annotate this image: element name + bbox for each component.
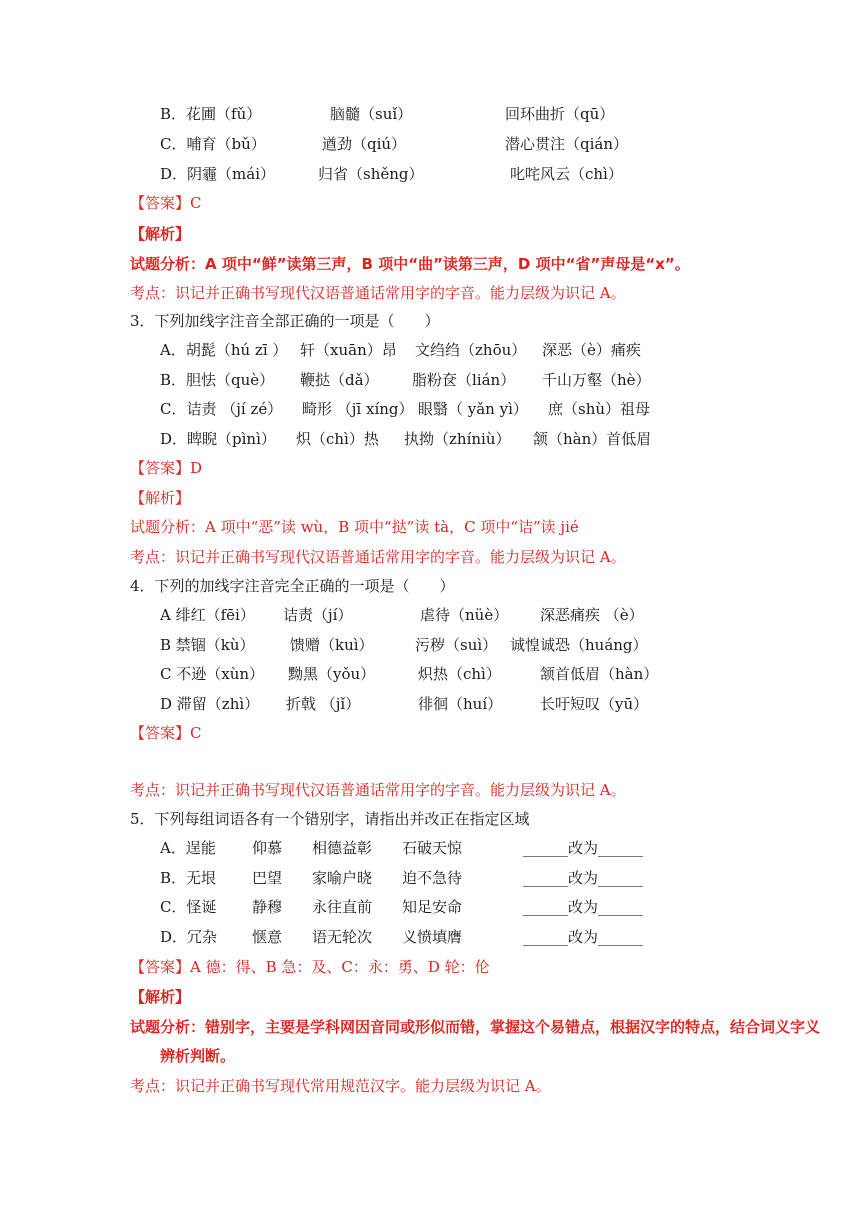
q5-kaodian: 考点：识记并正确书写现代常用规范汉字。能力层级为识记 A。 (130, 1077, 551, 1095)
q4-stem: 4．下列的加线字注音完全正确的一项是（ ） (130, 577, 455, 595)
option-cell: A．胡髭（hú zī ） (160, 341, 288, 359)
q2-jiexi-label: 【解析】 (130, 225, 191, 243)
option-cell: 相德益彰 (312, 839, 373, 857)
q5-stem: 5．下列每组词语各有一个错别字，请指出并改正在指定区域 (130, 810, 530, 828)
q5-jiexi-label: 【解析】 (130, 988, 191, 1006)
option-cell: 归省（shěng） (318, 165, 424, 183)
q3-stem: 3．下列加线字注音全部正确的一项是（ ） (130, 312, 440, 330)
option-cell: 折戟 （jǐ） (286, 694, 361, 713)
option-cell: ______改为______ (523, 927, 644, 946)
option-cell: A．逞能 (160, 839, 216, 857)
option-cell: 馈赠（kuì） (290, 635, 374, 654)
option-cell: 家喻户晓 (312, 868, 373, 887)
option-cell: 深恶（è）痛疾 (542, 341, 641, 359)
option-cell: 虐待（nüè） (420, 606, 509, 624)
option-cell: 知足安命 (402, 898, 463, 916)
option-cell: C．诘责 （jí zé） (160, 400, 283, 418)
option-cell: D．阴霾（mái） (160, 165, 275, 183)
option-cell: 石破天惊 (402, 839, 463, 857)
option-cell: 鞭挞（dǎ） (300, 370, 379, 389)
option-cell: C．怪诞 (160, 898, 217, 916)
option-cell: 文绉绉（zhōu） (415, 341, 527, 359)
option-cell: 轩（xuān）昂 (300, 341, 397, 359)
option-cell: 叱咤风云（chì） (510, 165, 623, 183)
q3-kaodian: 考点：识记并正确书写现代汉语普通话常用字的字音。能力层级为识记 A。 (130, 548, 626, 566)
q5-analysis-line-1: 试题分析：错别字，主要是学科网因音同或形似而错，掌握这个易错点，根据汉字的特点，结合词义字义 (130, 1018, 821, 1036)
q2-analysis: 试题分析：A 项中“鲜”读第三声，B 项中“曲”读第三声，D 项中“省”声母是“x”。 (130, 255, 690, 273)
option-cell: 炽热（chì） (418, 665, 501, 683)
option-cell: B 禁锢（kù） (160, 635, 255, 654)
q2-answer: 【答案】C (130, 194, 202, 212)
option-cell: 颔（hàn）首低眉 (533, 429, 652, 448)
option-cell: 永往直前 (312, 898, 373, 916)
option-cell: 眼翳（ yǎn yì） (418, 400, 528, 418)
q5-analysis-line-2: 辨析判断。 (160, 1047, 236, 1065)
option-cell: ______改为______ (523, 898, 644, 916)
option-cell: B．胆怯（què） (160, 370, 275, 389)
option-cell: 畸形 （jī xíng） (302, 400, 414, 418)
option-cell: 长吁短叹（yū） (540, 694, 649, 713)
option-cell: 颔首低眉（hàn） (540, 665, 659, 683)
option-cell: 炽（chì）热 (296, 429, 379, 448)
option-cell: 千山万壑（hè） (542, 370, 651, 389)
q3-analysis: 试题分析：A 项中“恶”读 wù，B 项中“挞”读 tà，C 项中“诘”读 jié (130, 518, 579, 536)
option-cell: 执拗（zhíniù） (404, 429, 511, 448)
option-cell: 深恶痛疾 （è） (540, 606, 644, 624)
option-cell: 黝黑（yǒu） (288, 665, 376, 683)
option-cell: D．睥睨（pìnì） (160, 429, 276, 448)
option-cell: 诚惶诚恐（huáng） (510, 635, 648, 654)
option-cell: C 不逊（xùn） (160, 665, 265, 683)
option-cell: 潜心贯注（qián） (505, 135, 629, 153)
option-cell: A 绯红（fēi） (160, 606, 255, 624)
option-cell: 巴望 (252, 868, 283, 887)
option-cell: 回环曲折（qū） (505, 105, 615, 123)
option-cell: 徘徊（huí） (418, 694, 503, 713)
option-cell: 脑髓（suǐ） (330, 105, 413, 123)
q3-answer: 【答案】D (130, 459, 203, 477)
option-cell: 语无轮次 (312, 927, 373, 946)
option-cell: D 滞留（zhì） (160, 694, 260, 713)
option-cell: B．花圃（fǔ） (160, 105, 262, 123)
q4-answer: 【答案】C (130, 724, 202, 742)
q2-kaodian: 考点：识记并正确书写现代汉语普通话常用字的字音。能力层级为识记 A。 (130, 284, 626, 302)
option-cell: 静穆 (252, 898, 283, 916)
option-cell: 遒劲（qiú） (322, 135, 407, 153)
option-cell: B．无垠 (160, 868, 217, 887)
option-cell: 污秽（suì） (415, 635, 498, 654)
option-cell: 诘责（jí） (283, 606, 353, 624)
option-cell: 庶（shù）祖母 (548, 400, 651, 418)
option-cell: 脂粉奁（lián） (412, 370, 516, 389)
option-cell: 惬意 (252, 927, 283, 946)
option-cell: C．哺育（bǔ） (160, 135, 266, 153)
option-cell: 义愤填膺 (402, 927, 463, 946)
option-cell: 仰慕 (252, 839, 283, 857)
q5-answer: 【答案】A 德：得、B 急：及、C：永：勇、D 轮：伦 (130, 958, 490, 976)
q4-kaodian: 考点：识记并正确书写现代汉语普通话常用字的字音。能力层级为识记 A。 (130, 781, 626, 799)
option-cell: 迫不急待 (402, 868, 463, 887)
option-cell: ______改为______ (523, 839, 644, 857)
option-cell: D．冗杂 (160, 927, 218, 946)
option-cell: ______改为______ (523, 868, 644, 887)
q3-jiexi-label: 【解析】 (130, 489, 191, 507)
